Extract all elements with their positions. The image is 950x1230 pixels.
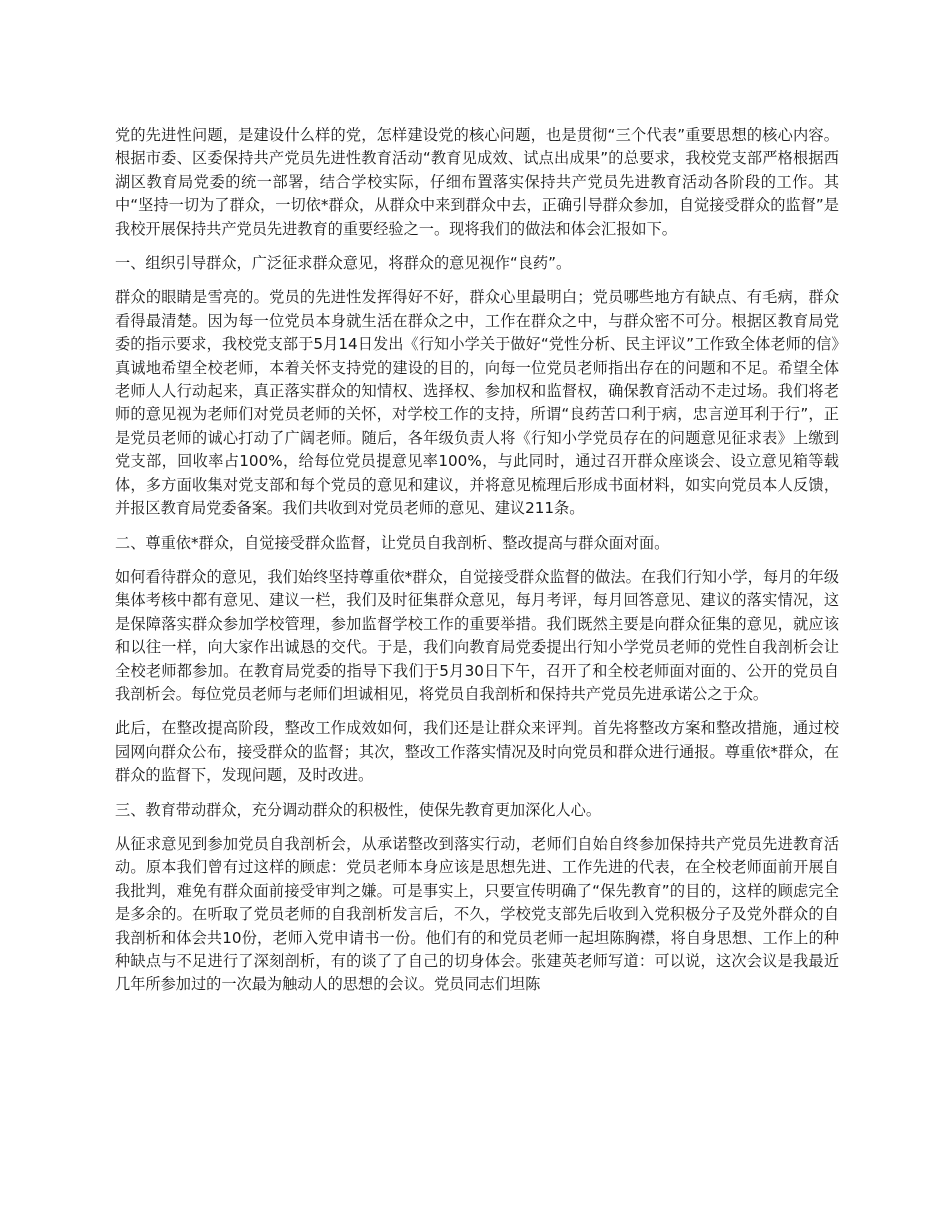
section-heading-2: 二、尊重依*群众，自觉接受群众监督，让党员自我剖析、整改提高与群众面对面。 [115, 533, 670, 552]
document-body [115, 124, 839, 1008]
section-2-paragraph-1: 如何看待群众的意见，我们始终坚持尊重依*群众，自觉接受群众监督的做法。在我们行知小学，每月的年级集体考核中都有意见、建议一栏，我们及时征集群众意见，每月考评，每月回答意见、建议的落实情况，这是保障落实群众参加学校管理，参加监督学校工作的重要举措。我们既然主要是向群众征集的意见，就应该和以往一样，向大家作出诚恳的交代。于是，我们向教育局党委提出行知小学党员老师的党性自我剖析会让全校老师都参加。在教育局党委的指导下我们于5月30日下午，召开了和全校老师面对面的、公开的党员自我剖析会。每位党员老师与老师们坦诚相见，将党员自我剖析和保持共产党员先进承诺公之于众。 [115, 567, 839, 703]
section-heading-3: 三、教育带动群众，充分调动群众的积极性，使保先教育更加深化人心。 [115, 800, 601, 819]
section-heading-1: 一、组织引导群众，广泛征求群众意见，将群众的意见视作“良药”。 [115, 254, 572, 273]
section-3-paragraph: 从征求意见到参加党员自我剖析会，从承诺整改到落实行动，老师们自始自终参加保持共产党员先进教育活动。原本我们曾有过这样的顾虑：党员老师本身应该是思想先进、工作先进的代表，在全校老师面前开展自我批判，难免有群众面前接受审判之嫌。可是事实上，只要宣传明确了“保先教育”的目的，这样的顾虑完全是多余的。在听取了党员老师的自我剖析发言后，不久，学校党支部先后收到入党积极分子及党外群众的自我剖析和体会共10份，老师入党申请书一份。他们有的和党员老师一起坦陈胸襟，将自身思想、工作上的种种缺点与不足进行了深刻剖析，有的谈了了自己的切身体会。张建英老师写道：可以说，这次会议是我最近几年所参加过的一次最为触动人的思想的会议。党员同志们坦陈 [115, 834, 839, 994]
section-2-paragraph-2: 此后，在整改提高阶段，整改工作成效如何，我们还是让群众来评判。首先将整改方案和整改措施，通过校园网向群众公布，接受群众的监督；其次，整改工作落实情况及时向党员和群众进行通报。尊重依*群众，在群众的监督下，发现问题，及时改进。 [115, 719, 839, 785]
section-1-paragraph: 群众的眼睛是雪亮的。党员的先进性发挥得好不好，群众心里最明白；党员哪些地方有缺点、有毛病，群众看得最清楚。因为每一位党员本身就生活在群众之中，工作在群众之中，与群众密不可分。根据区教育局党委的指示要求，我校党支部于5月14日发出《行知小学关于做好“党性分析、民主评议”工作致全体老师的信》真诚地希望全校老师，本着关怀支持党的建设的目的，向每一位党员老师指出存在的问题和不足。希望全体老师人人行动起来，真正落实群众的知情权、选择权、参加权和监督权，确保教育活动不走过场。我们将老师的意见视为老师们对党员老师的关怀，对学校工作的支持，所谓“良药苦口利于病，忠言逆耳利于行”，正是党员老师的诚心打动了广阔老师。随后，各年级负责人将《行知小学党员存在的问题意见征求表》上缴到党支部，回收率占100%，给每位党员提意见率100%，与此同时，通过召开群众座谈会、设立意见箱等载体，多方面收集对党支部和每个党员的意见和建议，并将意见梳理后形成书面材料，如实向党员本人反馈，并报区教育局党委备案。我们共收到对党员老师的意见、建议211条。 [115, 288, 839, 518]
intro-paragraph: 党的先进性问题，是建设什么样的党，怎样建设党的核心问题，也是贯彻“三个代表”重要思想的核心内容。根据市委、区委保持共产党员先进性教育活动“教育见成效、试点出成果”的总要求，我校党支部严格根据西湖区教育局党委的统一部署，结合学校实际，仔细布置落实保持共产党员先进教育活动各阶段的工作。其中“坚持一切为了群众，一切依*群众，从群众中来到群众中去，正确引导群众参加，自觉接受群众的监督”是我校开展保持共产党员先进教育的重要经验之一。现将我们的做法和体会汇报如下。 [115, 126, 839, 238]
